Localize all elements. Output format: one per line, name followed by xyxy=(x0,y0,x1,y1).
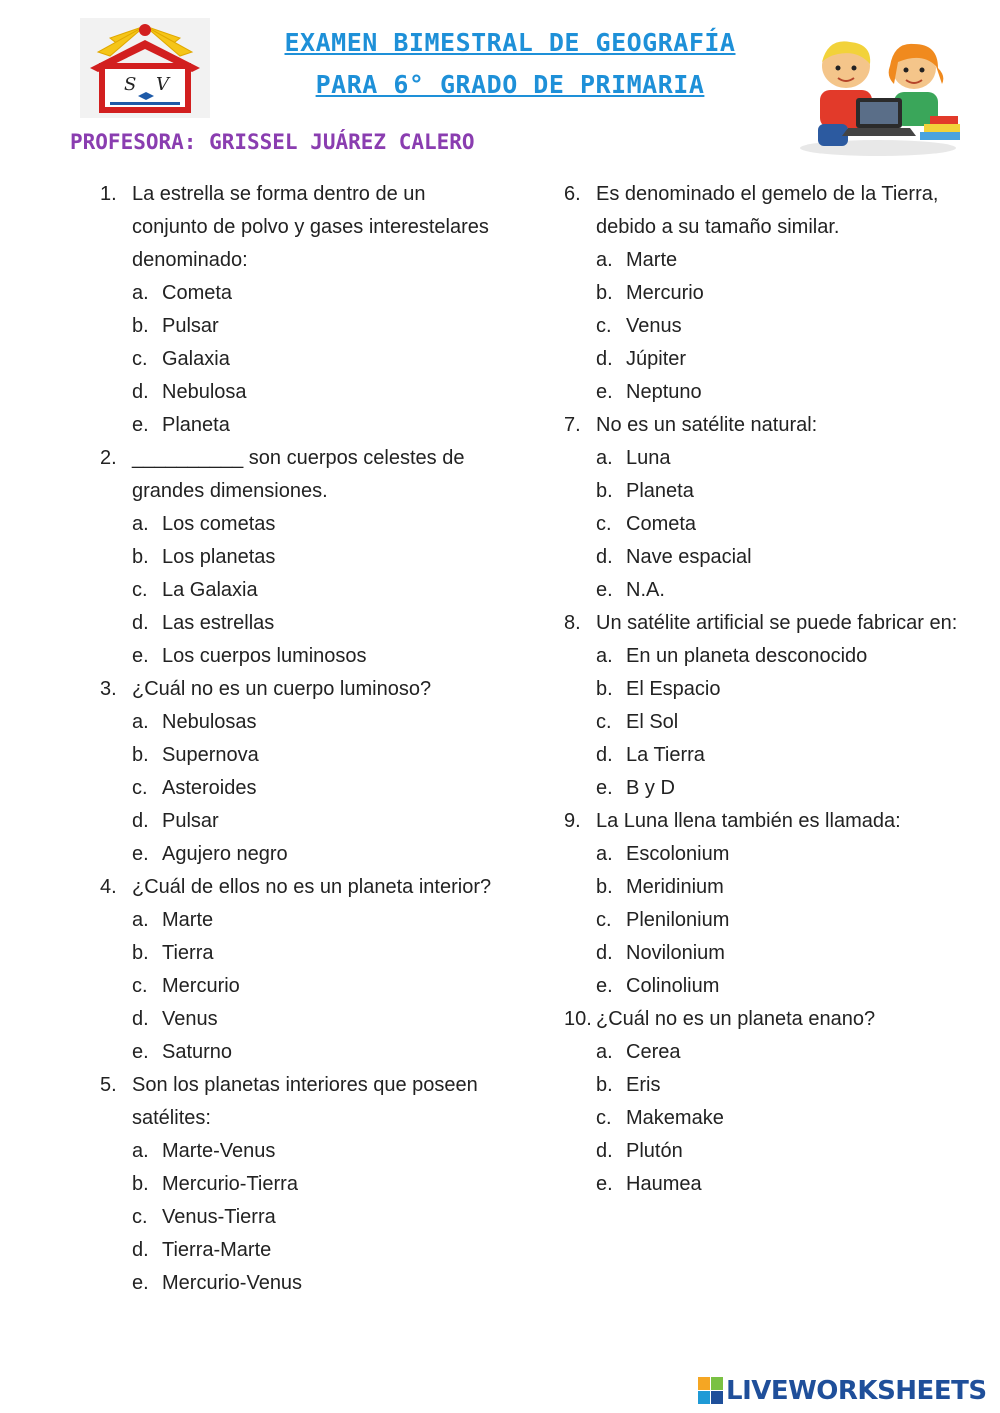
option-text: Marte-Venus xyxy=(162,1140,276,1162)
answer-option[interactable] xyxy=(100,739,500,772)
answer-option[interactable] xyxy=(100,805,500,838)
option-letter: b. xyxy=(132,744,149,766)
option-letter: d. xyxy=(596,1140,613,1162)
option-letter: c. xyxy=(596,1107,612,1129)
option-text: Colinolium xyxy=(626,975,720,997)
option-text: N.A. xyxy=(626,579,665,601)
option-text: La Galaxia xyxy=(162,579,258,601)
answer-option[interactable] xyxy=(100,1201,500,1234)
answer-option[interactable] xyxy=(564,904,984,937)
option-text: Júpiter xyxy=(626,348,687,370)
answer-option[interactable] xyxy=(100,1168,500,1201)
option-text: Los cometas xyxy=(162,513,276,535)
option-text: Galaxia xyxy=(162,348,230,370)
option-text: El Sol xyxy=(626,711,679,733)
answer-option[interactable] xyxy=(564,970,984,1003)
option-letter: d. xyxy=(132,381,149,403)
question-9 xyxy=(564,805,984,1003)
answer-option[interactable] xyxy=(100,1234,500,1267)
answer-option[interactable] xyxy=(100,541,500,574)
option-text: Planeta xyxy=(626,480,694,502)
question-2 xyxy=(100,442,500,673)
option-letter: d. xyxy=(132,612,149,634)
answer-option[interactable] xyxy=(100,706,500,739)
option-letter: e. xyxy=(596,975,613,997)
answer-option[interactable] xyxy=(564,1135,984,1168)
option-text: Neptuno xyxy=(626,381,702,403)
question-number: 3. xyxy=(100,678,117,700)
option-letter: d. xyxy=(596,546,613,568)
option-letter: c. xyxy=(596,315,612,337)
option-text: El Espacio xyxy=(626,678,721,700)
question-number: 5. xyxy=(100,1074,117,1096)
option-letter: a. xyxy=(596,1041,613,1063)
option-letter: a. xyxy=(596,249,613,271)
question-text: La Luna llena también es llamada: xyxy=(596,810,901,832)
answer-option[interactable] xyxy=(100,574,500,607)
answer-option[interactable] xyxy=(564,937,984,970)
option-letter: c. xyxy=(132,1206,148,1228)
answer-option[interactable] xyxy=(564,1102,984,1135)
option-text: Agujero negro xyxy=(162,843,288,865)
option-letter: c. xyxy=(132,579,148,601)
question-1 xyxy=(100,178,500,442)
option-text: Planeta xyxy=(162,414,230,436)
option-letter: d. xyxy=(132,1008,149,1030)
answer-option[interactable] xyxy=(100,640,500,673)
exam-title-line1: EXAMEN BIMESTRAL DE GEOGRAFÍA xyxy=(284,28,736,57)
option-letter: a. xyxy=(596,843,613,865)
option-text: B y D xyxy=(626,777,675,799)
option-letter: a. xyxy=(132,513,149,535)
option-text: Nebulosa xyxy=(162,381,247,403)
question-number: 7. xyxy=(564,414,581,436)
svg-text:S: S xyxy=(124,74,137,95)
answer-option[interactable] xyxy=(564,706,984,739)
option-letter: e. xyxy=(132,1041,149,1063)
question-5 xyxy=(100,1069,500,1300)
option-letter: b. xyxy=(132,1173,149,1195)
question-text: ¿Cuál no es un planeta enano? xyxy=(596,1008,876,1030)
answer-option[interactable] xyxy=(100,409,500,442)
answer-option[interactable] xyxy=(100,838,500,871)
answer-option[interactable] xyxy=(564,1168,984,1201)
option-letter: c. xyxy=(132,348,148,370)
question-number: 10. xyxy=(564,1008,592,1030)
answer-option[interactable] xyxy=(564,673,984,706)
answer-option[interactable] xyxy=(100,937,500,970)
question-number: 6. xyxy=(564,183,581,205)
answer-option[interactable] xyxy=(564,310,984,343)
answer-option[interactable] xyxy=(564,541,984,574)
option-text: Luna xyxy=(626,447,671,469)
option-text: Los cuerpos luminosos xyxy=(162,645,367,667)
option-text: Makemake xyxy=(626,1107,724,1129)
option-text: Eris xyxy=(626,1074,661,1096)
option-text: Saturno xyxy=(162,1041,233,1063)
option-text: Cometa xyxy=(162,282,233,304)
option-text: La Tierra xyxy=(626,744,705,766)
option-text: Mercurio xyxy=(626,282,704,304)
option-text: Venus xyxy=(162,1008,218,1030)
option-letter: c. xyxy=(596,909,612,931)
option-text: Mercurio-Venus xyxy=(162,1272,303,1294)
option-letter: b. xyxy=(132,315,149,337)
option-letter: d. xyxy=(132,810,149,832)
question-number: 9. xyxy=(564,810,581,832)
option-text: Marte xyxy=(162,909,214,931)
teacher-name: PROFESORA: GRISSEL JUÁREZ CALERO xyxy=(70,130,475,154)
option-text: Asteroides xyxy=(162,777,257,799)
question-number: 2. xyxy=(100,447,117,469)
option-text: Haumea xyxy=(626,1173,702,1195)
option-text: Cerea xyxy=(626,1041,681,1063)
option-text: Nebulosas xyxy=(162,711,257,733)
question-10 xyxy=(564,1003,984,1201)
answer-option[interactable] xyxy=(564,772,984,805)
option-letter: b. xyxy=(132,942,149,964)
answer-option[interactable] xyxy=(100,277,500,310)
question-text: Son los planetas interiores que poseen satélites: xyxy=(132,1074,478,1129)
option-text: Venus xyxy=(626,315,682,337)
answer-option[interactable] xyxy=(100,904,500,937)
questions-left-column xyxy=(100,178,500,1300)
option-text: Las estrellas xyxy=(162,612,275,634)
option-letter: c. xyxy=(132,777,148,799)
svg-text:V: V xyxy=(156,74,169,95)
answer-option[interactable] xyxy=(100,970,500,1003)
option-letter: b. xyxy=(596,678,613,700)
answer-option[interactable] xyxy=(564,871,984,904)
answer-option[interactable] xyxy=(100,1135,500,1168)
option-letter: a. xyxy=(132,711,149,733)
option-letter: d. xyxy=(596,744,613,766)
answer-option[interactable] xyxy=(564,376,984,409)
option-letter: b. xyxy=(596,1074,613,1096)
option-text: Cometa xyxy=(626,513,697,535)
answer-option[interactable] xyxy=(564,1036,984,1069)
school-logo xyxy=(80,18,210,118)
option-text: Novilonium xyxy=(626,942,725,964)
option-letter: e. xyxy=(596,579,613,601)
option-letter: a. xyxy=(596,645,613,667)
question-text: Es denominado el gemelo de la Tierra, debido a su tamaño similar. xyxy=(596,183,939,238)
option-letter: b. xyxy=(596,876,613,898)
option-text: Mercurio-Tierra xyxy=(162,1173,298,1195)
brand-name: LIVEWORKSHEETS xyxy=(726,1376,987,1406)
answer-option[interactable] xyxy=(564,508,984,541)
option-letter: a. xyxy=(132,909,149,931)
answer-option[interactable] xyxy=(564,640,984,673)
option-text: Pulsar xyxy=(162,315,219,337)
exam-title-line2: PARA 6° GRADO DE PRIMARIA xyxy=(315,70,705,99)
question-number: 1. xyxy=(100,183,117,205)
answer-option[interactable] xyxy=(564,475,984,508)
option-letter: d. xyxy=(596,942,613,964)
option-text: Mercurio xyxy=(162,975,240,997)
option-text: Los planetas xyxy=(162,546,276,568)
questions-right-column xyxy=(564,178,984,1201)
answer-option[interactable] xyxy=(100,607,500,640)
option-letter: b. xyxy=(132,546,149,568)
answer-option[interactable] xyxy=(100,1267,500,1300)
answer-option[interactable] xyxy=(100,1003,500,1036)
option-letter: d. xyxy=(596,348,613,370)
question-3 xyxy=(100,673,500,871)
option-text: Supernova xyxy=(162,744,259,766)
question-number: 4. xyxy=(100,876,117,898)
answer-option[interactable] xyxy=(564,277,984,310)
question-text: ¿Cuál no es un cuerpo luminoso? xyxy=(132,678,432,700)
option-letter: b. xyxy=(596,480,613,502)
option-letter: d. xyxy=(132,1239,149,1261)
option-text: Pulsar xyxy=(162,810,219,832)
option-letter: e. xyxy=(596,1173,613,1195)
option-letter: c. xyxy=(596,513,612,535)
answer-option[interactable] xyxy=(564,574,984,607)
answer-option[interactable] xyxy=(100,1036,500,1069)
question-text: No es un satélite natural: xyxy=(596,414,818,436)
option-letter: a. xyxy=(596,447,613,469)
option-letter: e. xyxy=(132,645,149,667)
option-letter: b. xyxy=(596,282,613,304)
kids-with-laptop-illustration xyxy=(798,36,966,158)
option-text: Plenilonium xyxy=(626,909,730,931)
option-text: Venus-Tierra xyxy=(162,1206,276,1228)
option-text: Plutón xyxy=(626,1140,683,1162)
answer-option[interactable] xyxy=(100,376,500,409)
option-letter: e. xyxy=(596,381,613,403)
question-text: __________ son cuerpos celestes de grandes dimensiones. xyxy=(132,447,465,502)
option-text: En un planeta desconocido xyxy=(626,645,868,667)
option-text: Escolonium xyxy=(626,843,730,865)
option-letter: e. xyxy=(132,414,149,436)
answer-option[interactable] xyxy=(100,508,500,541)
option-letter: a. xyxy=(132,282,149,304)
liveworksheets-logo[interactable] xyxy=(698,1374,987,1408)
answer-option[interactable] xyxy=(100,343,500,376)
option-letter: e. xyxy=(596,777,613,799)
answer-option[interactable] xyxy=(100,310,500,343)
question-8 xyxy=(564,607,984,805)
question-text: La estrella se forma dentro de un conjunto de polvo y gases interestelares denominado: xyxy=(132,183,489,271)
question-7 xyxy=(564,409,984,607)
answer-option[interactable] xyxy=(564,442,984,475)
answer-option[interactable] xyxy=(564,739,984,772)
answer-option[interactable] xyxy=(564,244,984,277)
answer-option[interactable] xyxy=(564,1069,984,1102)
option-letter: e. xyxy=(132,1272,149,1294)
option-text: Nave espacial xyxy=(626,546,752,568)
question-text: ¿Cuál de ellos no es un planeta interior? xyxy=(132,876,492,898)
lws-badge-icon xyxy=(698,1377,724,1405)
answer-option[interactable] xyxy=(100,772,500,805)
option-letter: c. xyxy=(596,711,612,733)
option-text: Tierra-Marte xyxy=(162,1239,272,1261)
question-6 xyxy=(564,178,984,409)
option-letter: e. xyxy=(132,843,149,865)
question-number: 8. xyxy=(564,612,581,634)
option-text: Tierra xyxy=(162,942,214,964)
question-text: Un satélite artificial se puede fabricar en: xyxy=(596,612,958,634)
option-letter: a. xyxy=(132,1140,149,1162)
option-text: Meridinium xyxy=(626,876,724,898)
question-4 xyxy=(100,871,500,1069)
option-text: Marte xyxy=(626,249,678,271)
answer-option[interactable] xyxy=(564,838,984,871)
answer-option[interactable] xyxy=(564,343,984,376)
option-letter: c. xyxy=(132,975,148,997)
